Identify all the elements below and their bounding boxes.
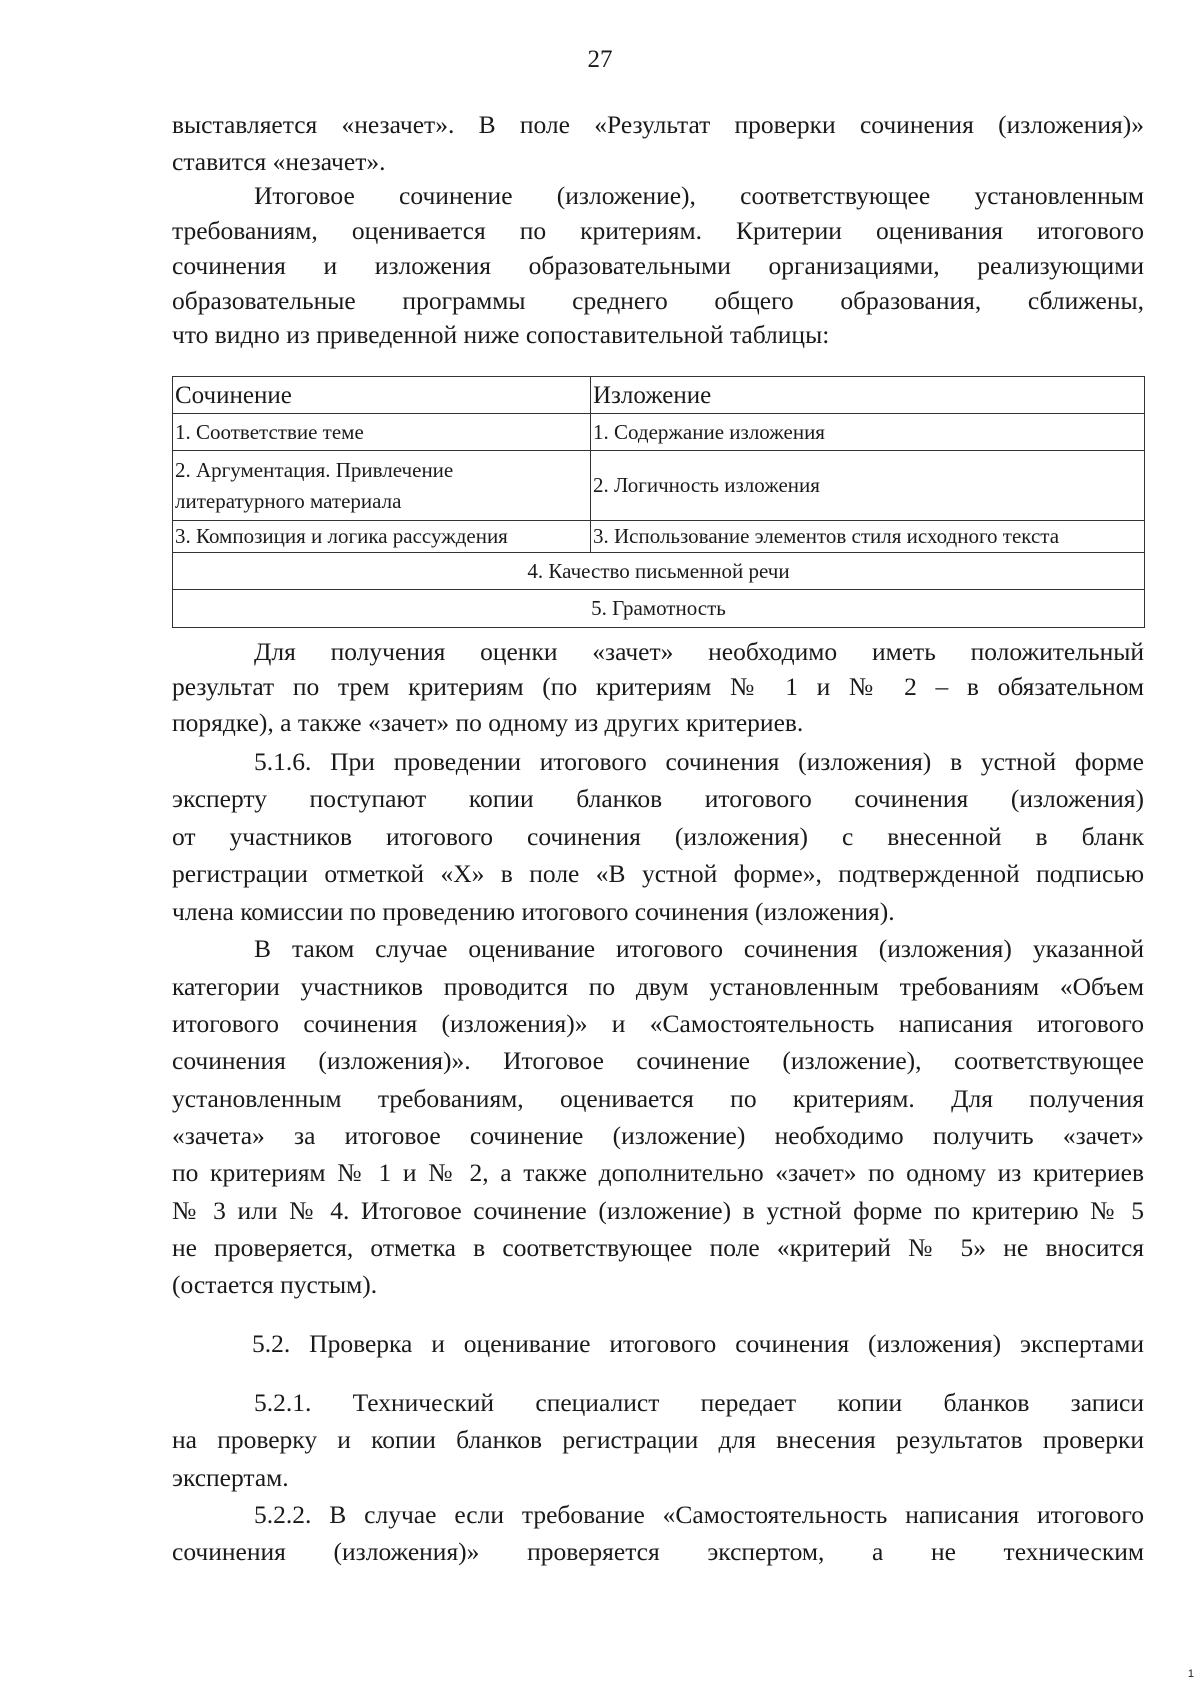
table-header-cell: Изложение <box>591 377 1145 414</box>
table-header-row <box>173 377 1145 414</box>
table-row <box>173 553 1145 590</box>
paragraph-line: порядке), а также «зачет» по одному из других критериев. <box>172 708 804 737</box>
paragraph-line: образовательные программы среднего общего образования, сближены, <box>172 286 1144 315</box>
criteria-comparison-table <box>172 376 1145 628</box>
paragraph-line: Для получения оценки «зачет» необходимо иметь положительный <box>254 637 1144 666</box>
table-cell: 2. Логичность изложения <box>591 451 1145 521</box>
table-row <box>173 414 1145 451</box>
paragraph-line: (остается пустым). <box>172 1270 378 1299</box>
table-cell: 3. Использование элементов стиля исходного текста <box>591 521 1145 553</box>
table-cell: 3. Композиция и логика рассуждения <box>173 521 591 553</box>
table-cell: 2. Аргументация. Привлечение литературного материала <box>173 451 591 521</box>
paragraph-line: на проверку и копии бланков регистрации для внесения результатов проверки <box>172 1425 1144 1454</box>
paragraph-line: регистрации отметкой «Х» в поле «В устной форме», подтвержденной подписью <box>172 859 1144 888</box>
paragraph-line: «зачета» за итоговое сочинение (изложение) необходимо получить «зачет» <box>172 1121 1144 1150</box>
paragraph-line: эксперту поступают копии бланков итогового сочинения (изложения) <box>172 784 1144 813</box>
paragraph-line: 5.1.6. При проведении итогового сочинения (изложения) в устной форме <box>254 747 1144 776</box>
section-heading: 5.2. Проверка и оценивание итогового сочинения (изложения) экспертами <box>252 1329 1144 1358</box>
table-cell: 1. Соответствие теме <box>173 414 591 451</box>
paragraph-line: сочинения и изложения образовательными организациями, реализующими <box>172 251 1144 280</box>
table-row <box>173 590 1145 628</box>
paragraph-line: требованиям, оценивается по критериям. Критерии оценивания итогового <box>172 216 1144 245</box>
paragraph-line: результат по трем критериям (по критериям № 1 и № 2 – в обязательном <box>172 672 1144 701</box>
paragraph-line: от участников итогового сочинения (изложения) с внесенной в бланк <box>172 822 1144 851</box>
table-row <box>173 451 1145 521</box>
paragraph-line: 5.2.1. Технический специалист передает копии бланков записи <box>254 1388 1144 1417</box>
paragraph-line: члена комиссии по проведению итогового сочинения (изложения). <box>172 897 895 926</box>
paragraph-line: В таком случае оценивание итогового сочинения (изложения) указанной <box>254 934 1144 963</box>
paragraph-line: выставляется «незачет». В поле «Результат проверки сочинения (изложения)» <box>172 110 1144 139</box>
page-number: 27 <box>587 46 613 73</box>
paragraph-line: итогового сочинения (изложения)» и «Самостоятельность написания итогового <box>172 1009 1144 1038</box>
paragraph-line: ставится «незачет». <box>172 147 386 176</box>
paragraph-line: сочинения (изложения)» проверяется экспертом, а не техническим <box>172 1537 1144 1566</box>
paragraph-line: категории участников проводится по двум установленным требованиям «Объем <box>172 972 1144 1001</box>
table-merged-cell: 4. Качество письменной речи <box>173 553 1145 590</box>
table-row <box>173 521 1145 553</box>
paragraph-line: Итоговое сочинение (изложение), соответствующее установленным <box>254 181 1144 210</box>
table-header-cell: Сочинение <box>173 377 591 414</box>
paragraph-line: установленным требованиям, оценивается по критериям. Для получения <box>172 1084 1144 1113</box>
paragraph-line: по критериям № 1 и № 2, а также дополнительно «зачет» по одному из критериев <box>172 1158 1144 1187</box>
corner-mark: 1 <box>1187 1668 1194 1680</box>
paragraph-line: что видно из приведенной ниже сопоставительной таблицы: <box>172 320 830 349</box>
paragraph-line: не проверяется, отметка в соответствующее поле «критерий № 5» не вносится <box>172 1233 1144 1262</box>
paragraph-line: № 3 или № 4. Итоговое сочинение (изложение) в устной форме по критерию № 5 <box>172 1196 1144 1225</box>
table-cell: 1. Содержание изложения <box>591 414 1145 451</box>
paragraph-line: 5.2.2. В случае если требование «Самостоятельность написания итогового <box>254 1500 1144 1529</box>
paragraph-line: сочинения (изложения)». Итоговое сочинение (изложение), соответствующее <box>172 1046 1144 1075</box>
table-merged-cell: 5. Грамотность <box>173 590 1145 628</box>
paragraph-line: экспертам. <box>172 1463 289 1492</box>
